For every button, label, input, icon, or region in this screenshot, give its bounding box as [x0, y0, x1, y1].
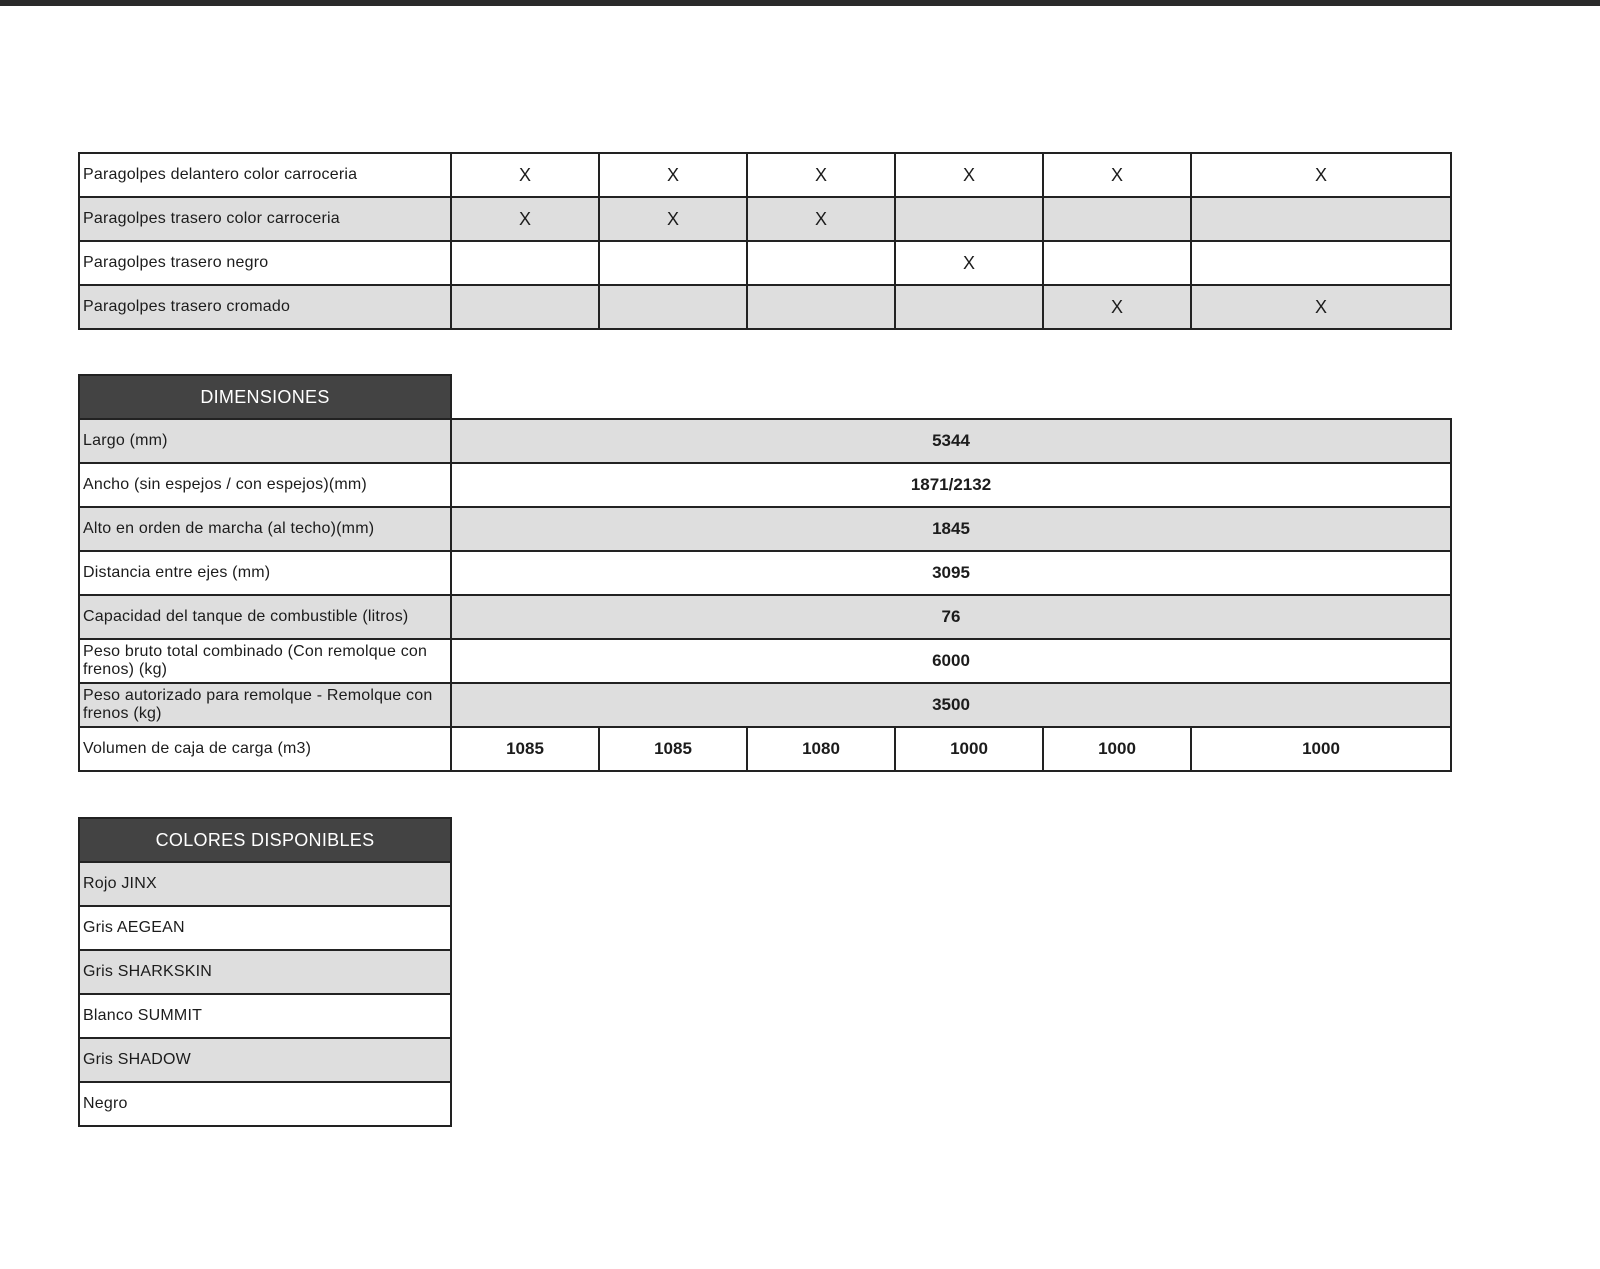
cargo-volume-value: 1080	[747, 727, 895, 771]
feature-mark	[451, 285, 599, 329]
feature-mark: X	[599, 197, 747, 241]
color-item: Gris SHARKSKIN	[79, 950, 451, 994]
table-header-row	[79, 818, 451, 862]
color-item: Negro	[79, 1082, 451, 1126]
dimension-value: 3500	[451, 683, 1451, 727]
feature-mark: X	[1043, 285, 1191, 329]
table-row	[79, 595, 1451, 639]
feature-mark	[599, 285, 747, 329]
feature-mark: X	[1043, 153, 1191, 197]
cargo-volume-value: 1085	[599, 727, 747, 771]
dimension-value: 1845	[451, 507, 1451, 551]
dimension-value: 3095	[451, 551, 1451, 595]
feature-mark: X	[747, 197, 895, 241]
dimension-label: Peso bruto total combinado (Con remolque con frenos) (kg)	[79, 639, 451, 683]
feature-label: Paragolpes trasero color carroceria	[79, 197, 451, 241]
feature-mark: X	[1191, 285, 1451, 329]
color-item: Gris AEGEAN	[79, 906, 451, 950]
feature-mark: X	[747, 153, 895, 197]
colors-heading: COLORES DISPONIBLES	[79, 818, 451, 862]
cargo-volume-value: 1000	[895, 727, 1043, 771]
table-row	[79, 1038, 451, 1082]
table-row	[79, 1082, 451, 1126]
table-row	[79, 285, 1451, 329]
dimension-value: 1871/2132	[451, 463, 1451, 507]
table-row	[79, 639, 1451, 683]
feature-mark: X	[1191, 153, 1451, 197]
table-header-row	[79, 375, 1451, 419]
dimension-label: Ancho (sin espejos / con espejos)(mm)	[79, 463, 451, 507]
dimension-label: Capacidad del tanque de combustible (litros)	[79, 595, 451, 639]
dimension-label: Largo (mm)	[79, 419, 451, 463]
cargo-volume-label: Volumen de caja de carga (m3)	[79, 727, 451, 771]
table-row	[79, 906, 451, 950]
table-row	[79, 683, 1451, 727]
cargo-volume-value: 1000	[1191, 727, 1451, 771]
feature-mark	[895, 285, 1043, 329]
table-row	[79, 727, 1451, 771]
table-row	[79, 862, 451, 906]
feature-mark	[599, 241, 747, 285]
dimension-label: Alto en orden de marcha (al techo)(mm)	[79, 507, 451, 551]
table-row	[79, 551, 1451, 595]
feature-mark	[1191, 197, 1451, 241]
color-item: Blanco SUMMIT	[79, 994, 451, 1038]
table-row	[79, 241, 1451, 285]
dimension-value: 5344	[451, 419, 1451, 463]
feature-mark: X	[451, 197, 599, 241]
table-row	[79, 463, 1451, 507]
header-spacer	[451, 375, 1451, 419]
feature-mark	[451, 241, 599, 285]
bumper-features-table	[78, 152, 1452, 330]
dimensions-table	[78, 374, 1452, 772]
table-row	[79, 994, 451, 1038]
feature-mark: X	[895, 241, 1043, 285]
top-border-bar	[0, 0, 1600, 6]
cargo-volume-value: 1000	[1043, 727, 1191, 771]
feature-mark	[895, 197, 1043, 241]
feature-mark: X	[451, 153, 599, 197]
feature-mark: X	[895, 153, 1043, 197]
feature-mark	[747, 285, 895, 329]
dimensions-heading: DIMENSIONES	[79, 375, 451, 419]
feature-mark	[747, 241, 895, 285]
table-row	[79, 950, 451, 994]
dimension-value: 6000	[451, 639, 1451, 683]
table-row	[79, 419, 1451, 463]
feature-label: Paragolpes trasero negro	[79, 241, 451, 285]
dimension-label: Distancia entre ejes (mm)	[79, 551, 451, 595]
color-item: Rojo JINX	[79, 862, 451, 906]
table-row	[79, 153, 1451, 197]
feature-mark	[1043, 197, 1191, 241]
feature-mark	[1191, 241, 1451, 285]
feature-label: Paragolpes delantero color carroceria	[79, 153, 451, 197]
dimension-value: 76	[451, 595, 1451, 639]
dimension-label: Peso autorizado para remolque - Remolque con frenos (kg)	[79, 683, 451, 727]
cargo-volume-value: 1085	[451, 727, 599, 771]
table-row	[79, 197, 1451, 241]
feature-mark: X	[599, 153, 747, 197]
colors-table	[78, 817, 452, 1127]
color-item: Gris SHADOW	[79, 1038, 451, 1082]
feature-label: Paragolpes trasero cromado	[79, 285, 451, 329]
table-row	[79, 507, 1451, 551]
feature-mark	[1043, 241, 1191, 285]
